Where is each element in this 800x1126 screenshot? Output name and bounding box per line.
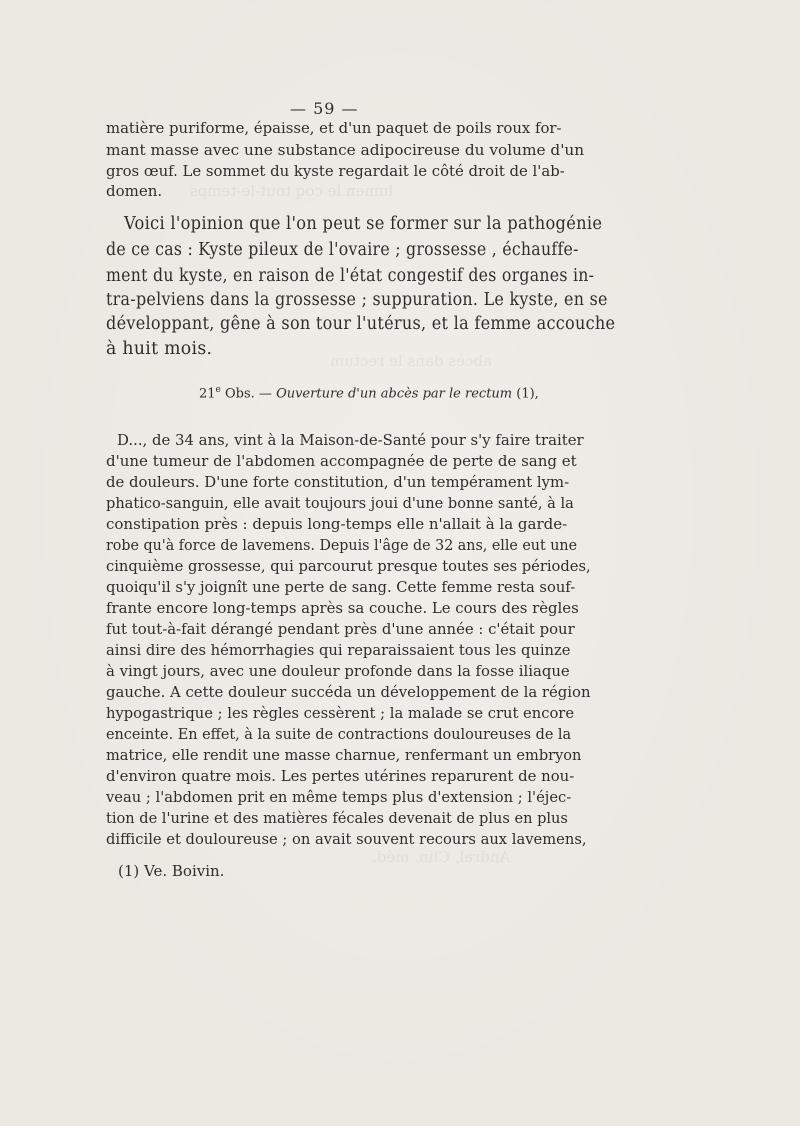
text-line: tion de l'urine et des matières fécales devenait de plus en plus bbox=[106, 809, 568, 827]
text-line: hypogastrique ; les règles cessèrent ; la malade se crut encore bbox=[106, 704, 575, 722]
bleed-through-mark: abcès dans le rectum bbox=[330, 352, 492, 370]
observation-heading bbox=[199, 385, 539, 401]
text-line: quoiqu'il s'y joignît une perte de sang. Cette femme resta souf- bbox=[106, 578, 576, 596]
text-line: matrice, elle rendit une masse charnue, renfermant un embryon bbox=[106, 746, 582, 764]
text-line: matière puriforme, épaisse, et d'un paquet de poils roux for- bbox=[106, 119, 562, 137]
text-line: de douleurs. D'une forte constitution, d'un tempérament lym- bbox=[106, 473, 570, 491]
text-line: robe qu'à force de lavemens. Depuis l'âge de 32 ans, elle eut une bbox=[106, 536, 578, 554]
text-line: phatico-sanguin, elle avait toujours joui d'une bonne santé, à la bbox=[106, 494, 574, 512]
text-line: enceinte. En effet, à la suite de contractions douloureuses de la bbox=[106, 725, 572, 743]
text-line: fut tout-à-fait dérangé pendant près d'une année : c'était pour bbox=[106, 620, 575, 638]
text-line: mant masse avec une substance adipocireuse du volume d'un bbox=[106, 141, 585, 159]
bleed-through-mark: lumen le coq tout-le-temps bbox=[190, 182, 394, 200]
text-line: frante encore long-temps après sa couche. Le cours des règles bbox=[106, 599, 579, 617]
observation-abbrev: Obs. — bbox=[220, 386, 277, 402]
observation-note-ref: (1), bbox=[512, 386, 539, 402]
text-line: D..., de 34 ans, vint à la Maison-de-Santé pour s'y faire traiter bbox=[117, 431, 584, 449]
text-line: tra-pelviens dans la grossesse ; suppuration. Le kyste, en se bbox=[106, 290, 608, 310]
text-line: ment du kyste, en raison de l'état congestif des organes in- bbox=[106, 266, 595, 286]
text-line: difficile et douloureuse ; on avait souvent recours aux lavemens, bbox=[106, 830, 587, 848]
text-line: gros œuf. Le sommet du kyste regardait le côté droit de l'ab- bbox=[106, 162, 565, 180]
text-line: ainsi dire des hémorrhagies qui reparaissaient tous les quinze bbox=[106, 641, 571, 659]
observation-superscript: e bbox=[215, 385, 221, 395]
text-line: constipation près : depuis long-temps elle n'allait à la garde- bbox=[106, 515, 568, 533]
text-line: à huit mois. bbox=[106, 339, 213, 359]
text-line: de ce cas : Kyste pileux de l'ovaire ; grossesse , échauffe- bbox=[106, 240, 579, 260]
observation-number: 21 bbox=[199, 386, 216, 402]
text-line: à vingt jours, avec une douleur profonde dans la fosse iliaque bbox=[106, 662, 570, 680]
text-line: domen. bbox=[106, 182, 163, 200]
text-line: d'une tumeur de l'abdomen accompagnée de perte de sang et bbox=[106, 452, 577, 470]
text-line: développant, gêne à son tour l'utérus, et la femme accouche bbox=[106, 314, 616, 334]
footnote: (1) Ve. Boivin. bbox=[118, 862, 225, 880]
text-line: veau ; l'abdomen prit en même temps plus d'extension ; l'éjec- bbox=[106, 788, 572, 806]
text-line: Voici l'opinion que l'on peut se former sur la pathogénie bbox=[124, 214, 603, 234]
bleed-through-mark: Andral, Clin. méd. bbox=[372, 848, 511, 866]
text-line: gauche. A cette douleur succéda un développement de la région bbox=[106, 683, 591, 701]
page-number: — 59 — bbox=[290, 99, 359, 118]
text-line: cinquième grossesse, qui parcourut presque toutes ses périodes, bbox=[106, 557, 591, 575]
observation-title: Ouverture d'un abcès par le rectum bbox=[276, 386, 513, 402]
text-line: d'environ quatre mois. Les pertes utérines reparurent de nou- bbox=[106, 767, 575, 785]
